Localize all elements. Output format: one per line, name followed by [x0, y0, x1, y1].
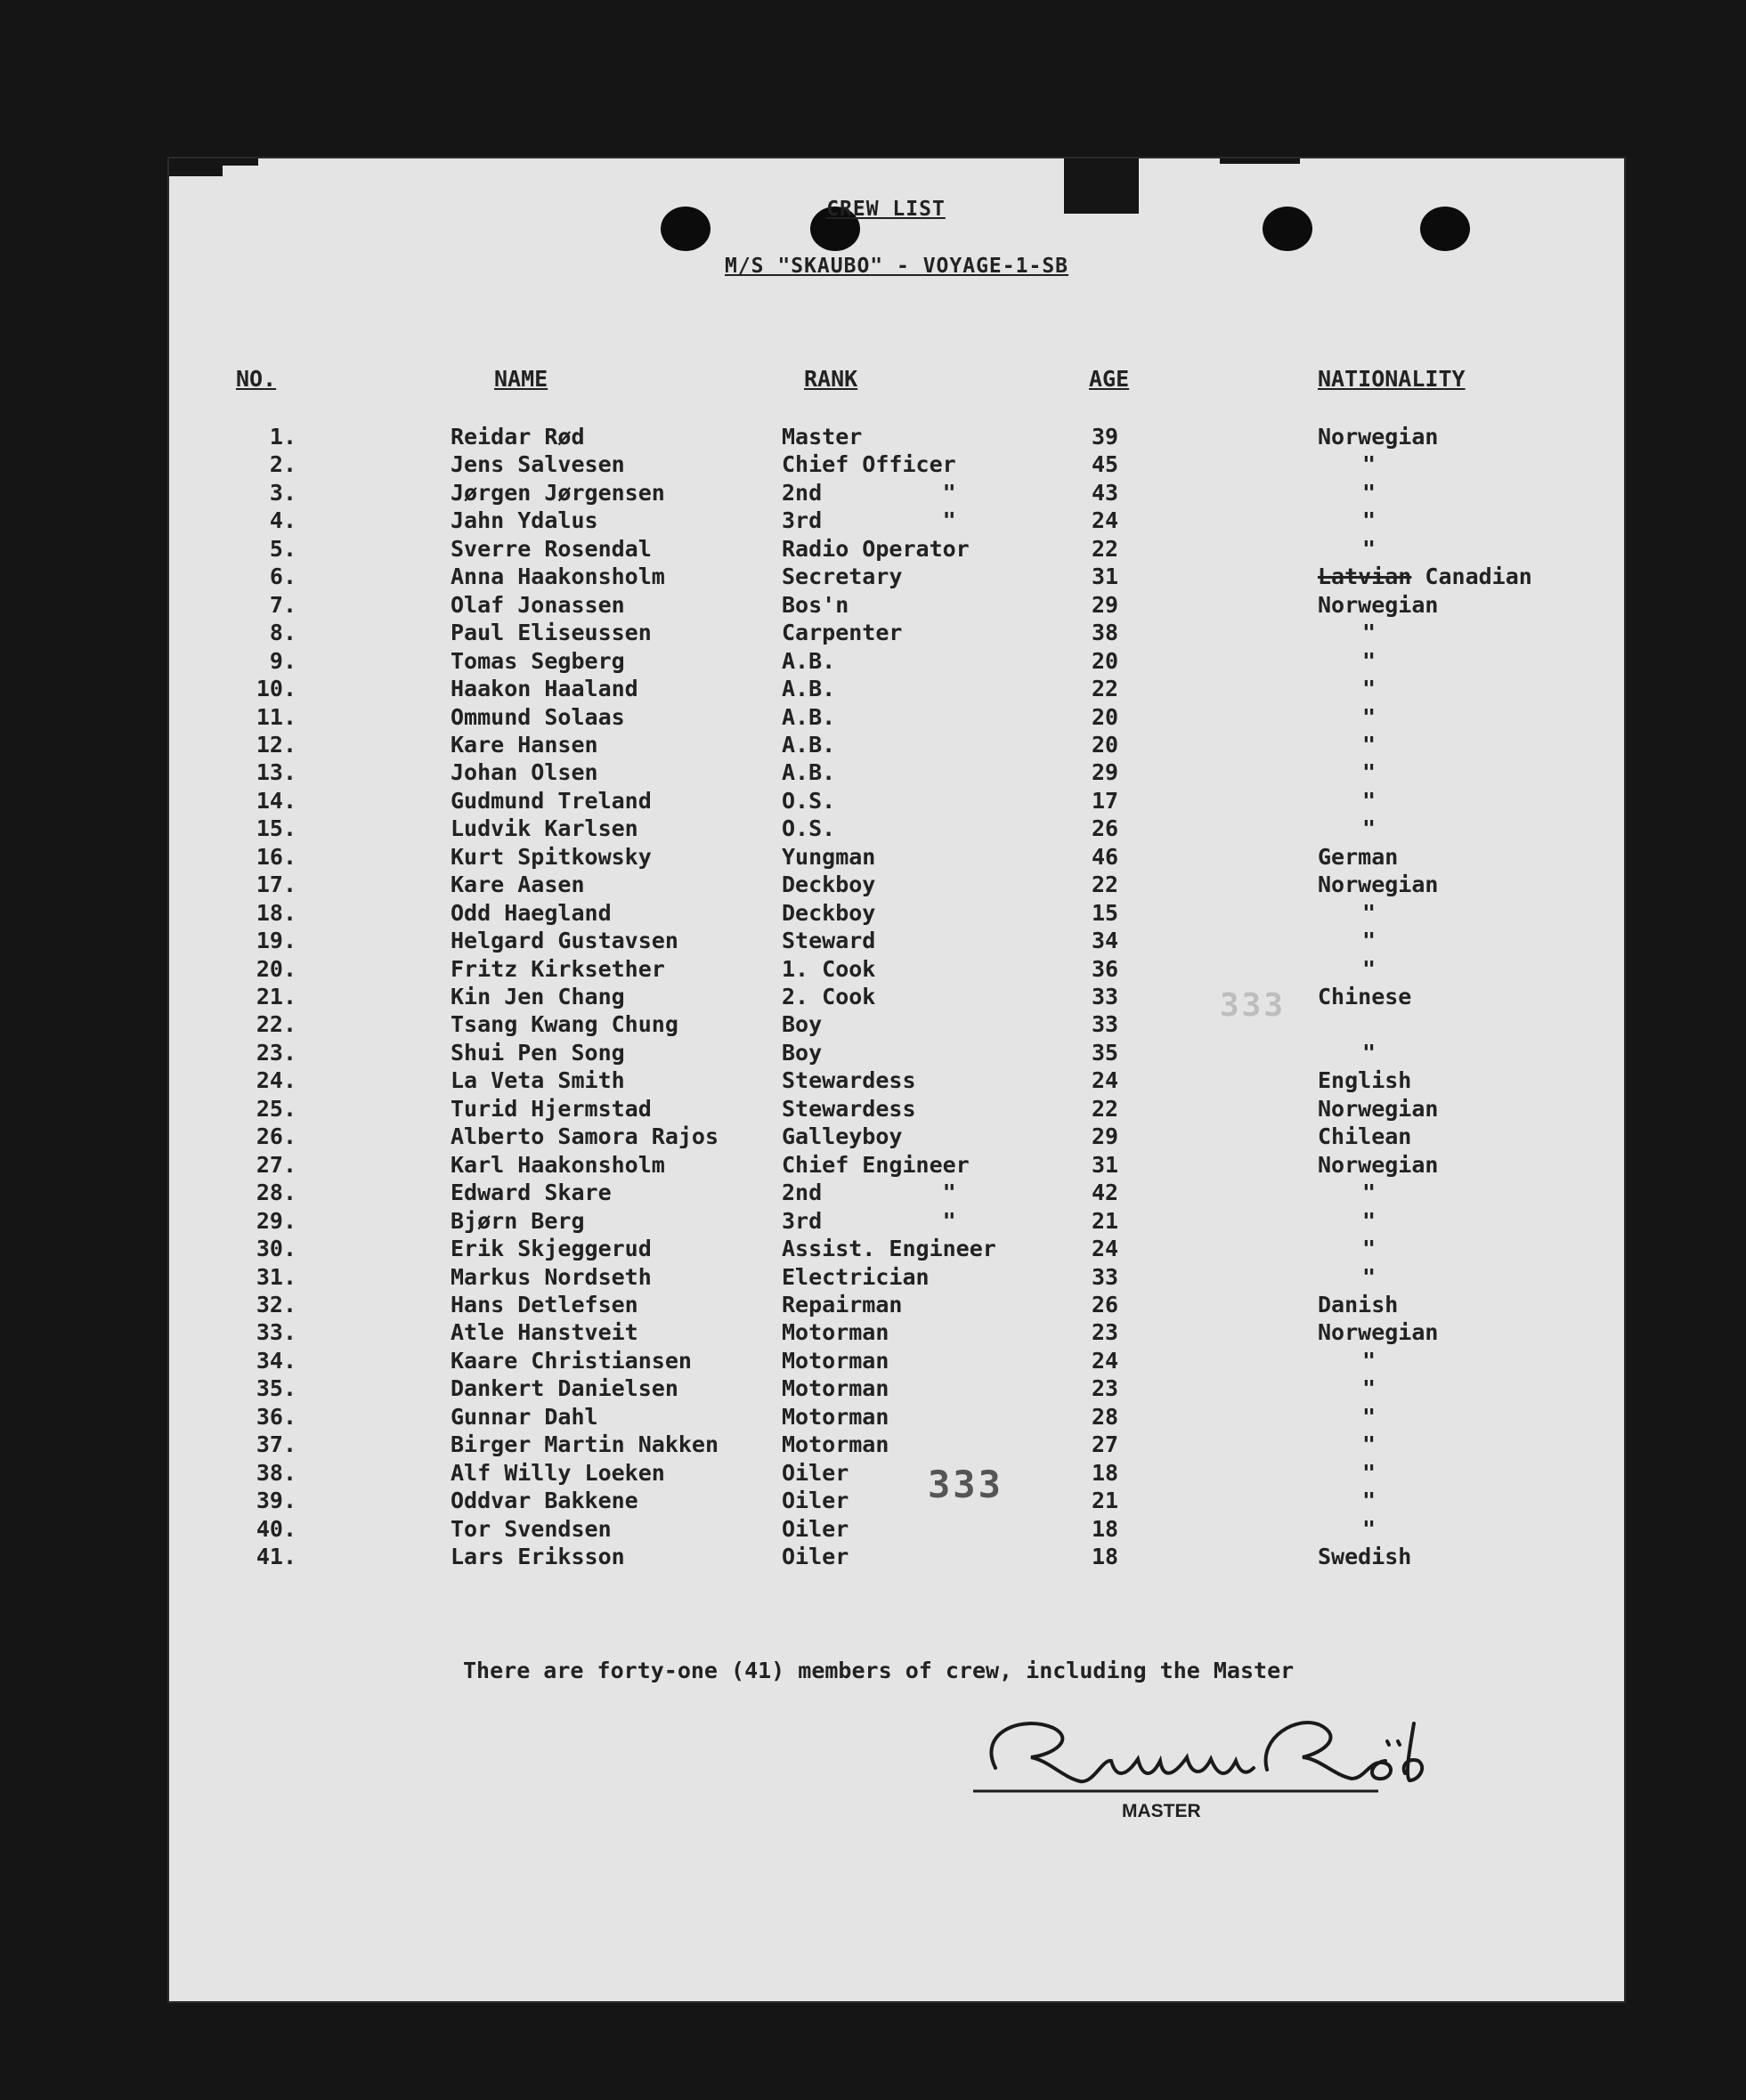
- crew-rank: Motorman: [782, 1403, 889, 1430]
- crew-rank: Stewardess: [782, 1067, 916, 1094]
- crew-rank: Repairman: [782, 1291, 903, 1318]
- crew-number: 29.: [256, 1207, 296, 1234]
- table-row: [169, 648, 1624, 676]
- master-signature: [969, 1706, 1539, 1804]
- crew-age: 17: [1092, 787, 1119, 814]
- crew-rank: Electrician: [782, 1263, 930, 1290]
- crew-rank: O.S.: [782, 815, 836, 842]
- crew-rank: Yungman: [782, 843, 876, 870]
- crew-number: 6.: [269, 564, 296, 590]
- crew-number: 36.: [256, 1403, 296, 1430]
- crew-age: 23: [1092, 1319, 1119, 1346]
- crew-age: 21: [1092, 1207, 1119, 1234]
- crew-name: Gudmund Treland: [451, 787, 652, 814]
- crew-number: 18.: [256, 899, 296, 926]
- crew-nationality: ": [1362, 1263, 1376, 1290]
- crew-rank: Oiler: [782, 1544, 849, 1569]
- table-row: [169, 1292, 1624, 1319]
- crew-name: Birger Martin Nakken: [451, 1431, 719, 1458]
- crew-age: 39: [1092, 424, 1119, 450]
- table-row: [169, 732, 1624, 759]
- table-row: [169, 984, 1624, 1011]
- table-row: [169, 1348, 1624, 1375]
- crew-rank: 1. Cook: [782, 955, 876, 982]
- crew-name: Turid Hjermstad: [451, 1095, 652, 1122]
- crew-nationality: ": [1362, 759, 1376, 786]
- crew-name: Kare Aasen: [451, 872, 585, 898]
- crew-name: Jahn Ydalus: [451, 507, 598, 534]
- table-row: [169, 1152, 1624, 1180]
- table-row: [169, 1180, 1624, 1207]
- table-row: [169, 1516, 1624, 1544]
- crew-rank: Boy: [782, 1039, 823, 1066]
- crew-nationality: ": [1362, 1515, 1376, 1542]
- crew-nationality: ": [1362, 647, 1376, 674]
- crew-name: Kurt Spitkowsky: [451, 843, 652, 870]
- crew-count-statement: There are forty-one (41) members of crew, including the Master: [463, 1658, 1295, 1683]
- crew-age: 23: [1092, 1375, 1119, 1402]
- table-row: [169, 451, 1624, 479]
- crew-number: 4.: [269, 507, 296, 534]
- crew-age: 38: [1092, 620, 1119, 646]
- crew-rank: 2nd ": [782, 1180, 956, 1206]
- crew-age: 33: [1092, 984, 1119, 1009]
- crew-nationality: Swedish: [1318, 1544, 1412, 1569]
- crew-rank: A.B.: [782, 676, 836, 702]
- crew-age: 20: [1092, 731, 1119, 758]
- crew-number: 16.: [256, 843, 296, 870]
- crew-rank: Motorman: [782, 1431, 889, 1458]
- crew-number: 28.: [256, 1180, 296, 1206]
- crew-nationality: Norwegian: [1318, 1095, 1439, 1122]
- crew-number: 7.: [269, 591, 296, 618]
- column-header-rank: RANK: [804, 366, 858, 392]
- crew-nationality: ": [1362, 620, 1376, 646]
- table-row: [169, 788, 1624, 815]
- crew-name: Paul Eliseussen: [451, 620, 652, 646]
- crew-rank: Oiler: [782, 1515, 849, 1542]
- crew-nationality: ": [1362, 1207, 1376, 1234]
- crew-rank: 3rd ": [782, 507, 956, 534]
- crew-age: 31: [1092, 1151, 1119, 1178]
- crew-name: Gunnar Dahl: [451, 1403, 598, 1430]
- crew-number: 22.: [256, 1011, 296, 1038]
- crew-rank: Steward: [782, 928, 876, 954]
- crew-number: 24.: [256, 1067, 296, 1094]
- crew-age: 26: [1092, 1291, 1119, 1318]
- crew-rank: Radio Operator: [782, 535, 970, 562]
- crew-number: 3.: [269, 479, 296, 506]
- crew-name: Hans Detlefsen: [451, 1291, 638, 1318]
- crew-number: 13.: [256, 759, 296, 786]
- crew-name: Ludvik Karlsen: [451, 815, 638, 842]
- crew-nationality: ": [1362, 731, 1376, 758]
- crew-rank: Master: [782, 424, 863, 450]
- crew-number: 41.: [256, 1544, 296, 1569]
- crew-nationality: ": [1362, 1431, 1376, 1458]
- stamp-number: 333: [928, 1463, 1003, 1506]
- table-row: [169, 704, 1624, 732]
- crew-age: 15: [1092, 899, 1119, 926]
- crew-age: 29: [1092, 591, 1119, 618]
- crew-nationality: German: [1318, 843, 1399, 870]
- document-subtitle: M/S "SKAUBO" - VOYAGE-1-SB: [724, 255, 1069, 278]
- crew-name: Alf Willy Loeken: [451, 1459, 665, 1486]
- crew-number: 25.: [256, 1095, 296, 1122]
- crew-number: 8.: [269, 620, 296, 646]
- crew-name: Haakon Haaland: [451, 676, 638, 702]
- crew-nationality: ": [1362, 899, 1376, 926]
- table-row: [169, 1208, 1624, 1236]
- crew-age: 22: [1092, 872, 1119, 898]
- crew-number: 12.: [256, 731, 296, 758]
- table-row: [169, 1067, 1624, 1095]
- crew-rank: Motorman: [782, 1375, 889, 1402]
- table-row: [169, 1544, 1624, 1571]
- table-row: [169, 1123, 1624, 1151]
- table-row: [169, 759, 1624, 787]
- table-row: [169, 1040, 1624, 1067]
- crew-nationality: ": [1362, 535, 1376, 562]
- page-tear: [169, 158, 223, 176]
- crew-name: Kin Jen Chang: [451, 984, 625, 1009]
- crew-nationality: ": [1362, 928, 1376, 954]
- table-row: [169, 620, 1624, 647]
- crew-age: 18: [1092, 1544, 1119, 1569]
- crew-age: 29: [1092, 1123, 1119, 1150]
- crew-name: Markus Nordseth: [451, 1263, 652, 1290]
- table-row: [169, 676, 1624, 703]
- crew-name: Helgard Gustavsen: [451, 928, 678, 954]
- crew-age: 33: [1092, 1011, 1119, 1038]
- crew-age: 21: [1092, 1488, 1119, 1514]
- crew-nationality: ": [1362, 1403, 1376, 1430]
- table-row: [169, 1404, 1624, 1431]
- page-tear: [223, 158, 258, 166]
- crew-age: 35: [1092, 1039, 1119, 1066]
- crew-name: Sverre Rosendal: [451, 535, 652, 562]
- crew-rank: Deckboy: [782, 899, 876, 926]
- table-row: [169, 1488, 1624, 1515]
- crew-rank: A.B.: [782, 759, 836, 786]
- crew-number: 9.: [269, 647, 296, 674]
- crew-age: 18: [1092, 1515, 1119, 1542]
- crew-age: 22: [1092, 535, 1119, 562]
- crew-age: 22: [1092, 676, 1119, 702]
- crew-number: 17.: [256, 872, 296, 898]
- crew-rank: A.B.: [782, 703, 836, 730]
- crew-number: 21.: [256, 984, 296, 1009]
- crew-number: 19.: [256, 928, 296, 954]
- table-row: [169, 480, 1624, 507]
- signature-caption: MASTER: [1122, 1801, 1201, 1821]
- crew-nationality: ": [1362, 507, 1376, 534]
- crew-age: 20: [1092, 647, 1119, 674]
- crew-age: 20: [1092, 703, 1119, 730]
- crew-rank: 2nd ": [782, 479, 956, 506]
- crew-number: 34.: [256, 1347, 296, 1374]
- crew-age: 34: [1092, 928, 1119, 954]
- crew-rank: A.B.: [782, 731, 836, 758]
- crew-age: 18: [1092, 1459, 1119, 1486]
- crew-age: 24: [1092, 1347, 1119, 1374]
- crew-number: 14.: [256, 787, 296, 814]
- table-row: [169, 1319, 1624, 1347]
- crew-nationality: ": [1362, 451, 1376, 478]
- crew-name: Tsang Kwang Chung: [451, 1011, 678, 1038]
- crew-nationality: Norwegian: [1318, 1151, 1439, 1178]
- table-row: [169, 900, 1624, 928]
- crew-number: 39.: [256, 1488, 296, 1514]
- stamp-number-faint: 333: [1220, 987, 1287, 1024]
- crew-age: 31: [1092, 564, 1119, 590]
- table-row: [169, 424, 1624, 451]
- crew-number: 26.: [256, 1123, 296, 1150]
- crew-name: Erik Skjeggerud: [451, 1236, 652, 1262]
- crew-name: Tomas Segberg: [451, 647, 625, 674]
- crew-name: Olaf Jonassen: [451, 591, 625, 618]
- crew-rank: Bos'n: [782, 591, 849, 618]
- crew-number: 15.: [256, 815, 296, 842]
- crew-nationality: Norwegian: [1318, 1319, 1439, 1346]
- crew-nationality: [1318, 564, 1532, 589]
- crew-age: 46: [1092, 843, 1119, 870]
- crew-number: 5.: [269, 535, 296, 562]
- crew-number: 23.: [256, 1039, 296, 1066]
- crew-name: Edward Skare: [451, 1180, 612, 1206]
- crew-number: 10.: [256, 676, 296, 702]
- crew-rank: Boy: [782, 1011, 823, 1038]
- crew-rank: Secretary: [782, 564, 903, 590]
- crew-nationality: ": [1362, 815, 1376, 842]
- crew-name: Alberto Samora Rajos: [451, 1123, 719, 1150]
- crew-number: 30.: [256, 1236, 296, 1262]
- table-row: [169, 592, 1624, 620]
- table-row: [169, 1375, 1624, 1403]
- crew-name: Anna Haakonsholm: [451, 564, 665, 590]
- crew-age: 36: [1092, 955, 1119, 982]
- crew-nationality: Norwegian: [1318, 591, 1439, 618]
- crew-nationality: ": [1362, 479, 1376, 506]
- document-page: [169, 158, 1624, 2001]
- crew-name: Ommund Solaas: [451, 703, 625, 730]
- crew-age: 43: [1092, 479, 1119, 506]
- crew-nationality: ": [1362, 1039, 1376, 1066]
- crew-rank: O.S.: [782, 787, 836, 814]
- crew-rank: 2. Cook: [782, 984, 876, 1009]
- crew-rank: Chief Officer: [782, 451, 956, 478]
- crew-age: 24: [1092, 1067, 1119, 1094]
- crew-name: Atle Hanstveit: [451, 1319, 638, 1346]
- crew-rank: Chief Engineer: [782, 1151, 970, 1178]
- table-row: [169, 536, 1624, 564]
- crew-number: 2.: [269, 451, 296, 478]
- table-row: [169, 1096, 1624, 1123]
- crew-name: Tor Svendsen: [451, 1515, 612, 1542]
- column-header-name: NAME: [494, 366, 548, 392]
- crew-name: Dankert Danielsen: [451, 1375, 678, 1402]
- crew-rank: Assist. Engineer: [782, 1236, 996, 1262]
- crew-nationality: ": [1362, 787, 1376, 814]
- crew-rank: Deckboy: [782, 872, 876, 898]
- crew-age: 33: [1092, 1263, 1119, 1290]
- column-header-nationality: NATIONALITY: [1318, 366, 1466, 392]
- crew-number: 1.: [269, 424, 296, 450]
- crew-name: Reidar Rød: [451, 424, 585, 450]
- crew-name: La Veta Smith: [451, 1067, 625, 1094]
- crew-rank: Carpenter: [782, 620, 903, 646]
- crew-name: Jørgen Jørgensen: [451, 479, 665, 506]
- crew-nationality: ": [1362, 1488, 1376, 1514]
- crew-rank: Stewardess: [782, 1095, 916, 1122]
- crew-rank: A.B.: [782, 647, 836, 674]
- corrected-nationality: Canadian: [1425, 564, 1532, 590]
- crew-rank: Galleyboy: [782, 1123, 903, 1150]
- table-row: [169, 1431, 1624, 1459]
- crew-name: Bjørn Berg: [451, 1207, 585, 1234]
- crew-nationality: English: [1318, 1067, 1412, 1094]
- column-header-no: NO.: [236, 366, 277, 392]
- table-row: [169, 872, 1624, 899]
- crew-number: 11.: [256, 703, 296, 730]
- crew-number: 37.: [256, 1431, 296, 1458]
- crew-number: 38.: [256, 1459, 296, 1486]
- crew-number: 20.: [256, 955, 296, 982]
- crew-age: 29: [1092, 759, 1119, 786]
- document-title: CREW LIST: [826, 198, 946, 221]
- crew-name: Karl Haakonsholm: [451, 1151, 665, 1178]
- crew-nationality: ": [1362, 1375, 1376, 1402]
- crew-rank: Motorman: [782, 1347, 889, 1374]
- crew-name: Lars Eriksson: [451, 1544, 625, 1569]
- crew-nationality: ": [1362, 955, 1376, 982]
- crew-number: 32.: [256, 1291, 296, 1318]
- crew-name: Johan Olsen: [451, 759, 598, 786]
- table-row: [169, 507, 1624, 535]
- crew-nationality: ": [1362, 1236, 1376, 1262]
- crew-number: 35.: [256, 1375, 296, 1402]
- crew-age: 27: [1092, 1431, 1119, 1458]
- crew-name: Odd Haegland: [451, 899, 612, 926]
- crew-nationality: Norwegian: [1318, 424, 1439, 450]
- crew-age: 28: [1092, 1403, 1119, 1430]
- column-header-age: AGE: [1089, 366, 1130, 392]
- crew-rank: Oiler: [782, 1459, 849, 1486]
- table-row: [169, 1236, 1624, 1263]
- table-row: [169, 815, 1624, 843]
- crew-name: Jens Salvesen: [451, 451, 625, 478]
- table-row: [169, 844, 1624, 872]
- crew-nationality: Norwegian: [1318, 872, 1439, 898]
- crew-nationality: ": [1362, 1459, 1376, 1486]
- page-tear: [1220, 158, 1300, 164]
- crew-number: 40.: [256, 1515, 296, 1542]
- crew-name: Fritz Kirksether: [451, 955, 665, 982]
- crew-rank: Motorman: [782, 1319, 889, 1346]
- crew-number: 31.: [256, 1263, 296, 1290]
- crew-name: Kare Hansen: [451, 731, 598, 758]
- crew-name: Shui Pen Song: [451, 1039, 625, 1066]
- crew-name: Oddvar Bakkene: [451, 1488, 638, 1514]
- table-row: [169, 1264, 1624, 1292]
- crew-age: 24: [1092, 507, 1119, 534]
- table-row: [169, 1011, 1624, 1039]
- crew-name: Kaare Christiansen: [451, 1347, 692, 1374]
- crew-age: 22: [1092, 1095, 1119, 1122]
- table-row: [169, 1460, 1624, 1488]
- table-row: [169, 564, 1624, 591]
- crew-age: 45: [1092, 451, 1119, 478]
- crew-nationality: ": [1362, 1180, 1376, 1206]
- struck-nationality: Latvian: [1318, 564, 1412, 590]
- table-row: [169, 956, 1624, 984]
- crew-rank: Oiler: [782, 1488, 849, 1514]
- crew-nationality: Chinese: [1318, 984, 1412, 1009]
- crew-nationality: Chilean: [1318, 1123, 1412, 1150]
- crew-nationality: Danish: [1318, 1291, 1399, 1318]
- crew-number: 33.: [256, 1319, 296, 1346]
- crew-nationality: ": [1362, 1347, 1376, 1374]
- table-row: [169, 928, 1624, 955]
- crew-nationality: ": [1362, 676, 1376, 702]
- crew-age: 26: [1092, 815, 1119, 842]
- crew-number: 27.: [256, 1151, 296, 1178]
- crew-rank: 3rd ": [782, 1207, 956, 1234]
- crew-age: 42: [1092, 1180, 1119, 1206]
- crew-age: 24: [1092, 1236, 1119, 1262]
- crew-nationality: ": [1362, 703, 1376, 730]
